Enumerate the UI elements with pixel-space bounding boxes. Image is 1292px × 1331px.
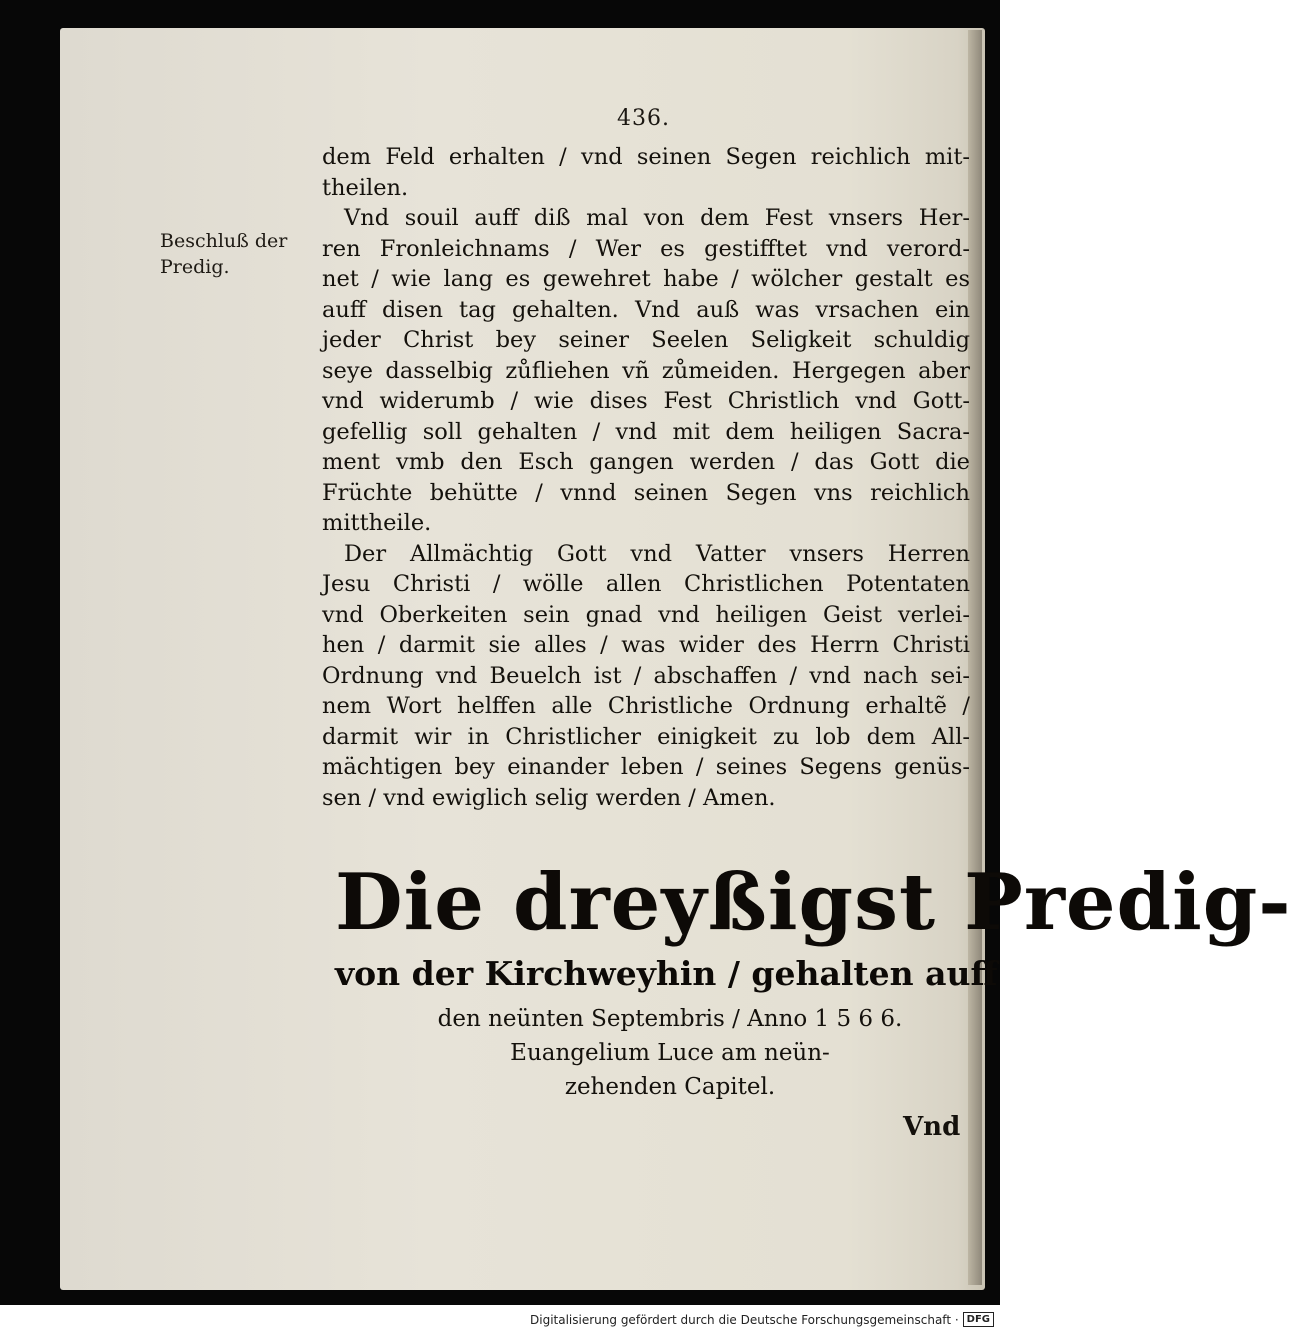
footer [530, 1312, 994, 1327]
marginal-note: Beschluß der Predig. [160, 230, 288, 278]
page-number: 436. [617, 106, 670, 131]
text-line: gefellig soll gehalten / vnd mit dem heiligen Sacra- [322, 418, 970, 445]
date-line: den neünten Septembris / Anno 1 5 6 6. [437, 1006, 903, 1032]
catchword: Vnd [903, 1112, 961, 1142]
text-line: mächtigen bey einander leben / seines Segens genüs- [322, 754, 970, 780]
text-line: dem Feld erhalten / vnd seinen Segen reichlich mit- [322, 144, 970, 170]
text-line: nem Wort helffen alle Christliche Ordnung erhaltẽ / [322, 693, 970, 719]
text-line: sen / vnd ewiglich selig werden / Amen. [322, 784, 776, 811]
body-text [322, 142, 970, 813]
text-line: vnd widerumb / wie dises Fest Christlich vnd Gott- [322, 388, 970, 414]
text-line: darmit wir in Christlicher einigkeit zu lob dem All- [322, 723, 970, 750]
chapter-line: zehenden Capitel. [564, 1074, 776, 1100]
text-line: jeder Christ bey seiner Seelen Seligkeit schuldig [322, 327, 970, 353]
text-line: ment vmb den Esch gangen werden / das Gott die [322, 449, 970, 475]
text-line: vnd Oberkeiten sein gnad vnd heiligen Geist verlei- [322, 601, 970, 628]
text-line: Jesu Christi / wölle allen Christlichen Potentaten [322, 571, 970, 597]
footer-text: Digitalisierung gefördert durch die Deutsche Forschungsgemeinschaft · [530, 1312, 959, 1327]
text-line: Früchte behütte / vnnd seinen Segen vns reichlich [322, 479, 970, 506]
dfg-logo-icon: DFG [963, 1312, 994, 1327]
page-edge [968, 30, 982, 1285]
sermon-subheading: von der Kirchweyhin / gehalten auff [335, 954, 998, 993]
text-line: Der Allmächtig Gott vnd Vatter vnsers Herren [344, 540, 970, 567]
text-line: Ordnung vnd Beuelch ist / abschaffen / vnd nach sei- [322, 662, 970, 689]
text-line: auff disen tag gehalten. Vnd auß was vrsachen ein [322, 296, 970, 323]
text-line: Vnd souil auff diß mal von dem Fest vnsers Her- [344, 205, 970, 231]
sermon-heading: Die dreyßigst Predig- [335, 857, 1292, 948]
text-line: hen / darmit sie alles / was wider des Herrn Christi [322, 632, 970, 658]
text-line: seye dasselbig zůfliehen vñ zůmeiden. Hergegen aber [322, 357, 970, 384]
gospel-line: Euangelium Luce am neün- [510, 1040, 830, 1066]
text-line: theilen. [322, 174, 409, 201]
gospel-reference [400, 1002, 940, 1104]
text-line: net / wie lang es gewehret habe / wölcher gestalt es [322, 266, 970, 292]
text-line: ren Fronleichnams / Wer es gestifftet vnd verord- [322, 235, 970, 262]
text-line: mittheile. [322, 510, 432, 536]
